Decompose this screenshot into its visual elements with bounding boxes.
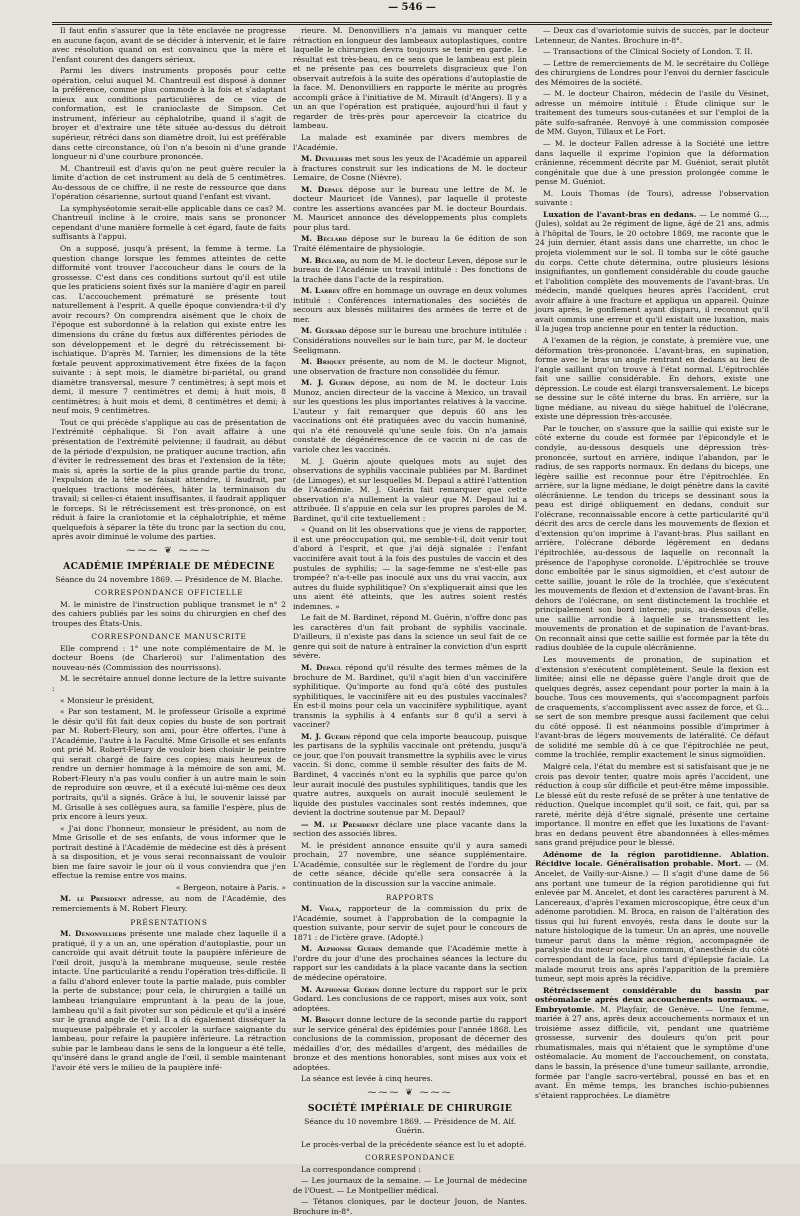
paragraph: Par le toucher, on s'assure que la saillie qui existe sur le côté externe du coude est formée par l'épicondyle et le condyle, au-dessous desquels une dépression très-prononcée, surtout en arrière, indique l'abandon, par le radius, de ses rapports normaux. En dedans du biceps, une légère saillie est reconnue pour être l'épitrochlée. En arrière, sur la ligne médiane, le doigt pénètre dans la cavité olécrânienne. Le tendon du triceps se dessinant sous la peau est dirigé obliquement en dedans, conduit sur l'olécrane, reconnaissable encore à cette particularité qu'il décrit des arcs de cercle dans les mouvements de flexion et d'extension qu'on imprime à l'avant-bras. Plus saillant en arrière, l'olécrane déborde légèrement en dedans l'épitrochlée, au-dessous de laquelle on reconnaît la présence de l'apophyse coronoïde. L'épitrochlée se trouve donc emboîtée par le sinus sigmoïdien, et c'est autour de cette saillie, jouant le rôle de la trochlée, que s'exécutent les mouvements de flexion et d'extension de l'avant-bras. En dehors de l'olécrane, on sent distinctement la trochlée et principalement son bord interne; puis, au-dessous d'elle, une saillie arrondie à laquelle se transmettent les mouvements de pronation et de supination de l'avant-bras. On reconnaît ainsi que cette saillie est formée par la tête du radius doublée de la cupule olécrânienne. (535, 423, 769, 653)
speaker-name: M. Devilliers (301, 154, 353, 164)
paragraph: La symphyséotomie serait-elle applicable dans ce cas? M. Chantreuil incline à le croire, mais sans se prononcer cependant d'une manière formelle à cet égard, faute de faits suffisants à l'appui. (52, 203, 286, 242)
heading-presentations: PRÉSENTATIONS (130, 917, 208, 927)
paragraph: M. le ministre de l'instruction publique transmet le n° 2 des cahiers publiés par les soins du chirurgien en chef des troupes des États-Unis. (52, 599, 286, 628)
paragraph: Il faut enfin s'assurer que la tête enclavée ne progresse en aucune façon, avant de se décider à intervenir, et le faire avec résolution quand on est convaincu que la mère et l'enfant courent des dangers sérieux. (52, 26, 286, 64)
section-title-chirurgie: SOCIÉTÉ IMPÉRIALE DE CHIRURGIE (307, 1102, 513, 1114)
page-header (52, 0, 772, 25)
paragraph: — Tétanos cloniques, par le docteur Jouon, de Nantes. Brochure in-8°. (293, 1197, 527, 1216)
paragraph-text: dépose sur le bureau une brochure intitulée : Considérations nouvelles sur le bain turc, par M. le docteur Seeligmann. (293, 326, 527, 355)
paragraph (293, 185, 527, 233)
speaker-name: M. Briquet (301, 357, 346, 367)
speaker-name: M. le Président (60, 894, 127, 904)
paragraph-text: dépose, au nom de M. le docteur Luis Munoz, ancien directeur de la vaccine à Mexico, un travail sur les questions les plus importantes relatives à la vaccine. L'auteur y fait remarquer que depuis 60 ans les vaccinations ont été pratiquées avec du vaccin humanisé, qui n'a été renouvelé qu'une seule fois. On n'a jamais constaté de dégénérescence de ce vaccin ni de cas de variole chez les vaccinés. (293, 378, 527, 454)
paragraph: Parmi les divers instruments proposés pour cette opération, celui auquel M. Chantreuil est disposé à donner la préférence, comme plus commode à la fois et s'adaptant mieux aux conditions particulières de ce vice de conformation, est le cranioclaste de Simpson. Cet instrument, inférieur au céphalotribe, quand il s'agit de broyer et d'extraire une tête située au-dessus du détroit supérieur, rétréci dans son diamètre droit, lui est préférable dans cette circonstance, où l'on n'a besoin ni d'une grande longueur ni d'une courbure prononcée. (52, 66, 286, 162)
paragraph-text: répond qu'il résulte des termes mêmes de la brochure de M. Bardinet, qu'il s'agit bien d'un vaccinifère syphilitique. Qu'importe au fond qu'à côté des pustules syphilitiques, le vaccinifère ait eu des pustules vaccinales? En est-il moins pour cela un vaccinifère syphilitique, ayant transmis la syphilis à 4 enfants sur 8 qu'il a servi à vacciner? (293, 663, 528, 730)
paragraph: — Deux cas d'ovariotomie suivis de succès, par le docteur Letenneur, de Nantes. Brochure in-8°. (535, 26, 769, 45)
paragraph (52, 929, 286, 1072)
section-title-academie: ACADÉMIE IMPÉRIALE DE MÉDECINE (63, 560, 275, 572)
speaker-name: M. Denonvilliers (60, 929, 127, 939)
speaker-name: M. Depaul (301, 184, 344, 194)
paragraph (293, 154, 527, 183)
paragraph: rieure. M. Denonvilliers n'a jamais vu manquer cette rétraction en longueur des lambeaux autoplastiques, contre laquelle le chirurgien devra toujours se tenir en garde. Le résultat est très-beau, en ce sens que le lambeau est plein et ne présente pas ces bourrelets disgracieux que l'on observait autrefois à la suite des opérations d'autoplastie de la face. M. Denonvilliers en rapporte le mérite au progrès accompli grâce à l'initiative de M. Mirault (d'Angers). Il y a un an que l'opération est pratiquée, aujourd'hui il faut y regarder de très-près pour apercevoir la cicatrice du lambeau. (293, 26, 527, 131)
paragraph-text: dépose sur le bureau une lettre de M. le docteur Mauricet (de Vannes), par laquelle il proteste contre les assertions avancées par M. le docteur Bourdais. M. Mauricet annonce des développements plus complets pour plus tard. (293, 184, 528, 232)
speaker-name: M. Vigla, (301, 904, 342, 914)
paragraph (535, 986, 769, 1101)
paragraph-text: demande que l'Académie mette à l'ordre du jour d'une des prochaines séances la lecture du rapport sur les candidats à la place vacante dans la section de médecine opératoire. (293, 944, 527, 982)
paragraph-text: offre en hommage un ouvrage en deux volumes intitulé : Conférences internationales des sociétés de secours aux blessés militaires des armées de terre et de mer. (293, 286, 527, 324)
paragraph: Malgré cela, l'état du membre est si satisfaisant que je ne crois pas devoir tenter, quatre mois après l'accident, une réduction à coup sûr difficile et peut-être même impossible. Le blessé eût du reste refusé de se prêter à une tentative de réduction. Quelque incomplet qu'il soit, ce fait, qui, par sa rareté, mérite déjà d'être signalé, présente une certaine importance. Il montre en effet que les luxations de l'avant-bras en dedans peuvent être abandonnées à elles-mêmes sans grand préjudice pour le blessé. (535, 762, 769, 848)
speaker-name: M. Guérard (301, 326, 347, 336)
paragraph (293, 904, 527, 942)
speaker-name: M. Depaul (301, 663, 342, 672)
seance-line: Séance du 10 novembre 1869. — Présidence de M. Alf. Guérin. (304, 1116, 516, 1136)
case-title: Rétrécissement considérable du bassin par ostéomalacie après deux accouchements normaux. — Embryotomie. (535, 985, 769, 1014)
paragraph: « Par son testament, M. le professeur Grisolle a exprimé le désir qu'il fût fait deux copies du buste de son portrait par M. Robert-Fleury, son ami, pour être offertes, l'une à l'Académie, l'autre à la Faculté. Mme Grisolle et ses enfants ont prié M. Robert-Fleury de vouloir bien choisir le peintre qui serait chargé de faire ces copies; mais heureux de rendre un dernier hommage à la mémoire de son ami, M. Robert-Fleury n'a pas voulu confier à un autre main le soin de reproduire son œuvre, et il a exécuté lui-même ces deux portraits, qu'il a signés. Grâce à lui, le souvenir laissé par M. Grisolle à ses collègues aura, sa famille l'espère, plus de prix encore à leurs yeux. (52, 707, 286, 822)
paragraph: — Les journaux de la semaine. — Le Journal de médecine de l'Ouest. — Le Montpellier médical. (293, 1176, 527, 1195)
paragraph (293, 234, 527, 253)
paragraph (293, 286, 527, 324)
speaker-name: — M. le Président (301, 819, 379, 829)
speaker-name: M. Larrey (301, 286, 340, 296)
paragraph (52, 894, 286, 913)
seance-line: Séance du 24 novembre 1869. — Présidence de M. Blache. (55, 574, 283, 584)
speaker-name: M. Briquet (301, 1015, 345, 1025)
paragraph (293, 357, 527, 376)
paragraph-text: adresse, au nom de l'Académie, des remerciements à M. Robert Fleury. (52, 894, 286, 914)
paragraph: Le fait de M. Bardinet, répond M. Guérin, n'offre donc pas les caractères d'un fait probant de syphilis vaccinale. D'ailleurs, il n'existe pas dans la science un seul fait de ce genre qui soit de nature à entraîner la conviction d'un esprit sévère. (293, 613, 527, 661)
paragraph-text: répond que cela importe beaucoup, puisque les partisans de la syphilis vaccinale ont prétendu, jusqu'à ce jour, que l'on pouvait transmettre la syphilis avec le virus vaccin. Si donc, comme il semble résulter des faits de M. Bardinet, 4 vaccinés n'ont eu la syphilis que parce qu'on leur aurait inoculé des pustules syphilitiques, tandis que les quatre autres, auxquels on aurait inoculé seulement le liquide des pustules vaccinales sont restés indemnes, que devient la doctrine soutenue par M. Depaul? (293, 731, 527, 818)
paragraph (293, 1015, 527, 1072)
paragraph-text: donne lecture de la seconde partie du rapport sur le service général des épidémies pour l'année 1868. Les conclusions de la commission, proposant de décerner des médailles d'or, des médailles d'argent, des médailles de bronze et des mentions honorables, sont mises aux voix et adoptées. (293, 1015, 527, 1072)
paragraph: « Bergeon, notaire à Paris. » (175, 882, 286, 892)
paragraph-text: présente une malade chez laquelle il a pratiqué, il y a un an, une opération d'autoplastie, pour un cancroïde qui avait détruit toute la paupière inférieure de l'œil droit, jusqu'à la membrane muqueuse, seule restée intacte. Une particularité a rendu l'opération très-difficile. Il a fallu d'abord enlever toute la partie malade, puis combler la perte de substance; pour cela, le chirurgien a taillé un lambeau triangulaire empruntant à la peau de la joue, lambeau qu'il a fait pivoter sur son pédicule et qu'il a inséré sur le grand angle de l'œil. Il a dû également disséquer la muqueuse palpébrale et y accoler la surface saignante du lambeau, pour refaire la paupière inférieure. La rétraction subie par le lambeau dans le sens de la longueur a été telle, qu'inséré dans le grand angle de l'œil, il semble maintenant l'avoir été vers le milieu de la paupière infé- (52, 929, 286, 1072)
paragraph: M. le président annonce ensuite qu'il y aura samedi prochain, 27 novembre, une séance supplémentaire. L'Académie, consultée sur le règlement de l'ordre du jour de cette séance, décide qu'elle sera consacrée à la continuation de la discussion sur la vaccine animale. (293, 840, 527, 889)
speaker-name: M. J. Guérin (301, 731, 351, 741)
paragraph (293, 732, 527, 818)
paragraph (535, 850, 769, 984)
paragraph-text: — (M. Ancelet, de Vailly-sur-Aisne.) — Il s'agit d'une dame de 56 ans portant une tumeur de la région parotidienne qui fut enlevée par M. Ancelet, et dont les caractères parurent à M. Lancereaux, d'après l'examen microscopique, être ceux d'un adénome parotidien. M. Broca, en raison de l'altération des tissus qui lui furent envoyés, resta dans le doute sur la nature histologique de la tumeur. Un an après, une nouvelle tumeur parut dans la même région, accompagnée de paralysie du moteur oculaire commun, d'anesthésie du côté correspondant de la face, plus tard d'épilepsie faciale. La malade mourut trois ans après l'apparition de la première tumeur, sept mois après la récidive. (535, 859, 769, 984)
speaker-name: M. Alphonse Guérin (301, 944, 383, 954)
paragraph-text: dépose sur le bureau la 6e édition de son Traité élémentaire de physiologie. (293, 234, 527, 254)
speaker-name: M. Béclard (301, 234, 347, 244)
paragraph (293, 820, 527, 839)
paragraph-text: présente, au nom de M. le docteur Mignot, une observation de fracture non consolidée du fémur. (293, 357, 528, 376)
paragraph-text: — Le nommé G..., (Jules), soldat au 2e régiment de ligne, âgé de 21 ans, admis à l'hôpital de Tours, le 20 octobre 1869, me raconte que le 24 juin dernier, étant assis dans une charrette, un choc le projeta violemment sur le sol. Il tomba sur le côté gauche du corps. Cette chute détermina, outre plusieurs lésions insignifiantes, un gonflement considérable du coude gauche et l'abolition complète des mouvements de l'avant-bras. Un médecin, mandé quelques heures après l'accident, crut avoir affaire à une fracture et appliqua un appareil. Quinze jours après, le gonflement ayant disparu, il reconnut qu'il avait commis une erreur et qu'il existait une luxation, mais il la jugea trop ancienne pour en tenter la réduction. (535, 209, 769, 334)
paragraph: M. J. Guérin ajoute quelques mots au sujet des observations de syphilis vaccinale publiées par M. Bardinet (de Limoges), et sur lesquelles M. Depaul a attiré l'attention de l'Académie. M. J. Guérin fait remarquer que cette observation n'a nullement la valeur que M. Depaul lui a attribuée. Il s'appuie en cela sur les propres paroles de M. Bardinet, qu'il cite textuellement : (293, 456, 527, 523)
paragraph: M. le secrétaire annuel donne lecture de la lettre suivante : (52, 674, 286, 693)
paragraph: M. Louis Thomas (de Tours), adresse l'observation suivante : (535, 188, 769, 208)
heading-rapports: RAPPORTS (385, 892, 435, 902)
ornament-divider: ⁓⁓⁓ ❦ ⁓⁓⁓ (367, 1087, 453, 1098)
paragraph: Le procès-verbal de la précédente séance est lu et adopté. (301, 1139, 527, 1149)
column-right (535, 26, 769, 1158)
paragraph-text: M. Playfair, de Genève. — Une femme, mariée à 27 ans, après deux accouchements normaux et un troisième assez difficile, vit, pendant une quatrième grossesse, survenir des douleurs qu'on prit pour rhumatismales, mais qui n'étaient que le symptôme d'une ostéomalacie. Au moment de l'accouchement, on constata, dans le bassin, la présence d'une tumeur saillante, arrondie, formée par l'angle sacro-vertébral, poussé en bas et en avant. En même temps, les branches ischio-pubiennes s'étaient rapprochées. Le diamètre (535, 1004, 769, 1100)
paragraph (293, 985, 527, 1014)
speaker-name: M. Béclard, (301, 255, 348, 265)
column-middle (293, 26, 528, 1216)
speaker-name: M. Alphonse Guérin (301, 984, 380, 994)
paragraph: — M. le docteur Fallen adresse à la Société une lettre dans laquelle il exprime l'opinion que la déformation crânienne, récemment décrite par M. Guéniot, serait plutôt congénitale que due à une pression prolongée comme le pense M. Guéniot. (535, 139, 769, 187)
heading-correspondance: CORRESPONDANCE (365, 1153, 455, 1163)
paragraph: — Lettre de remerciements de M. le secrétaire du Collège des chirurgiens de Londres pour l'envoi du dernier fascicule des Mémoires de la société. (535, 58, 769, 87)
paragraph: La séance est levée à cinq heures. (301, 1074, 433, 1084)
paragraph-text: met sous les yeux de l'Académie un appareil à fractures construit sur les indications de M. le docteur Lemaire, de Cosne (Nièvre). (293, 154, 527, 183)
paragraph (293, 663, 527, 730)
paragraph (293, 326, 527, 355)
ornament-divider: ⁓⁓⁓ ❦ ⁓⁓⁓ (126, 545, 212, 556)
page-number: — 546 — (388, 2, 436, 13)
paragraph (535, 210, 769, 334)
heading-correspondance-manuscrite: CORRESPONDANCE MANUSCRITE (91, 632, 247, 642)
paragraph: On a supposé, jusqu'à présent, la femme à terme. La question change lorsque les femmes atteintes de cette difformité vont trouver l'accoucheur dans le cours de la grossesse. C'est dans ces conditions surtout qu'il est utile que les praticiens soient fixés sur la manière d'agir en pareil cas. L'accouchement prématuré se présente tout naturellement à l'esprit. A quelle époque conviendra-t-il d'y avoir recours? On comprendra aisément que le choix de l'époque est subordonné à la relation qui existe entre les dimensions du crâne du fœtus aux différentes périodes de son développement et le degré du rétrécissement bi-ischiatique. D'après M. Tarnier, les dimensions de la tête fœtale peuvent approximativement être fixées de la façon suivante : à sept mois, le diamètre bi-pariétal, ou grand diamètre transversal, mesure 7 centimètres; à sept mois et demi, il mesure 7 centimètres et demi; à huit mois, 8 centimètres; à huit mois et demi, 8 centimètres et demi; à neuf mois, 9 centimètres. (52, 244, 286, 416)
paragraph: La correspondance comprend : (301, 1164, 421, 1174)
paragraph: « J'ai donc l'honneur, monsieur le président, au nom de Mme Grisolle et de ses enfants, de vous informer que le portrait destiné à l'Académie de médecine est dès à présent à sa disposition, et je vous serai reconnaissant de vouloir bien me faire savoir le jour où il vous conviendra que j'en effectue la remise entre vos mains. (52, 823, 286, 881)
case-title: Adénome de la région parotidienne. Ablation. Récidive locale. Généralisation probable. Mort. (535, 849, 769, 869)
paragraph (293, 256, 527, 285)
paragraph: — M. le docteur Chairon, médecin de l'asile du Vésinet, adresse un mémoire intitulé : Étude clinique sur le traitement des tumeurs sous-cutanées et sur l'emploi de la pâte sulfo-safranée. Renvoyé à une commission composée de MM. Guyon, Tillaux et Le Fort. (535, 89, 769, 137)
paragraph: M. Chantreuil est d'avis qu'on ne peut guère reculer la limite d'action de cet instrument au delà de 5 centimètres. Au-dessous de ce chiffre, il ne reste de ressource que dans l'opération césarienne, surtout quand l'enfant est vivant. (52, 163, 286, 202)
case-title: Luxation de l'avant-bras en dedans. (543, 209, 697, 219)
paragraph-text: rapporteur de la commission du prix de l'Académie, soumet à l'approbation de la compagnie la question suivante, pour servir de sujet pour le concours de 1871 : de l'ictère grave. (Adopté.) (293, 904, 527, 942)
paragraph: Elle comprend : 1° une note complémentaire de M. le docteur Boens (de Charleroi) sur l'alimentation des nouveau-nés (Commission des nourrissons). (52, 643, 286, 672)
paragraph: — Transactions of the Clinical Society of London. T. II. (543, 47, 753, 57)
paragraph: A l'examen de la région, je constate, à première vue, une déformation très-prononcée. L'avant-bras, en supination, forme avec le bras un angle rentrant en dedans au lieu de l'angle saillant qu'on trouve à l'état normal. L'épitrochlée fait une saillie considérable. En dehors, existe une dépression. Le coude est élargi transversalement. Le biceps se dessine sur le côté interne du bras. En arrière, sur la ligne médiane, au niveau du siège habituel de l'olécrane, existe une dépression très-accusée. (535, 335, 769, 422)
paragraph: Tout ce qui précède s'applique au cas de présentation de l'extrémité céphalique. Si l'on avait affaire à une présentation de l'extrémité pelvienne; il faudrait, au début de la période d'expulsion, ne pratiquer aucune traction, afin d'éviter le redressement des bras et l'extension de la tête; mais si, après la sortie de la plus grande partie du tronc, l'expulsion de la tête se faisait attendre, il faudrait, par quelques tractions modérées, hâter la terminaison du travail; si celles-ci étaient insuffisantes, il faudrait appliquer le forceps. Si le rétrécissement est très-prononcé, on est réduit à faire la cranïotomie et la céphalotriphie, et même quelquefois à séparer la tête du tronc par la section du cou, après avoir diminué le volume des parties. (52, 417, 286, 542)
paragraph (293, 378, 527, 454)
column-left (52, 26, 286, 1158)
paragraph-text: déclare une place vacante dans la section des associés libres. (293, 819, 528, 839)
paragraph: Les mouvements de pronation, de supination et d'extension s'exécutent complètement. Seule la flexion est limitée; ainsi elle ne dépasse guère l'angle droit que de quelques degrés, assez cependant pour porter la main à la bouche. Tous ces mouvements, qui s'accompagnent parfois de craquements, s'accomplissent avec assez de force, et G... se sert de son membre presque aussi facilement que celui du côté opposé. Il est néanmoins possible d'imprimer à l'avant-bras de légers mouvements de latéralité. Ce défaut de solidité me semble dû à ce que l'épitrochlée ne peut, comme la trochlée, remplir exactement le sinus sigmoïdien. (535, 655, 769, 760)
heading-correspondance-officielle: CORRESPONDANCE OFFICIELLE (94, 588, 244, 598)
paragraph: La malade est examinée par divers membres de l'Académie. (293, 133, 527, 152)
paragraph: « Monsieur le président, (60, 695, 155, 705)
speaker-name: M. J. Guérin (301, 378, 355, 388)
paragraph (293, 944, 527, 982)
paragraph-text: donne lecture du rapport sur le prix Godard. Les conclusions de ce rapport, mises aux voix, sont adoptées. (293, 984, 527, 1013)
paragraph-text: au nom de M. le docteur Leven, dépose sur le bureau de l'Académie un travail intitulé : Des fonctions de la trachée dans l'acte de la respiration. (293, 255, 528, 284)
paragraph: « Quand on lit les observations que je viens de rapporter, il est une préoccupation qui, me semble-t-il, doit venir tout d'abord à l'esprit, et que j'ai déjà signalée : l'enfant vaccinifère avait tout à la fois des pustules de vaccin et des pustules de syphilis; — la sage-femme ne s'est-elle pas trompée? n'a-t-elle pas inoculé aux uns du vrai vaccin, aux autres du fluide syphilitique? On s'expliquerait ainsi que les uns aient été atteints, que les autres soient restés indemnes. » (293, 525, 527, 611)
